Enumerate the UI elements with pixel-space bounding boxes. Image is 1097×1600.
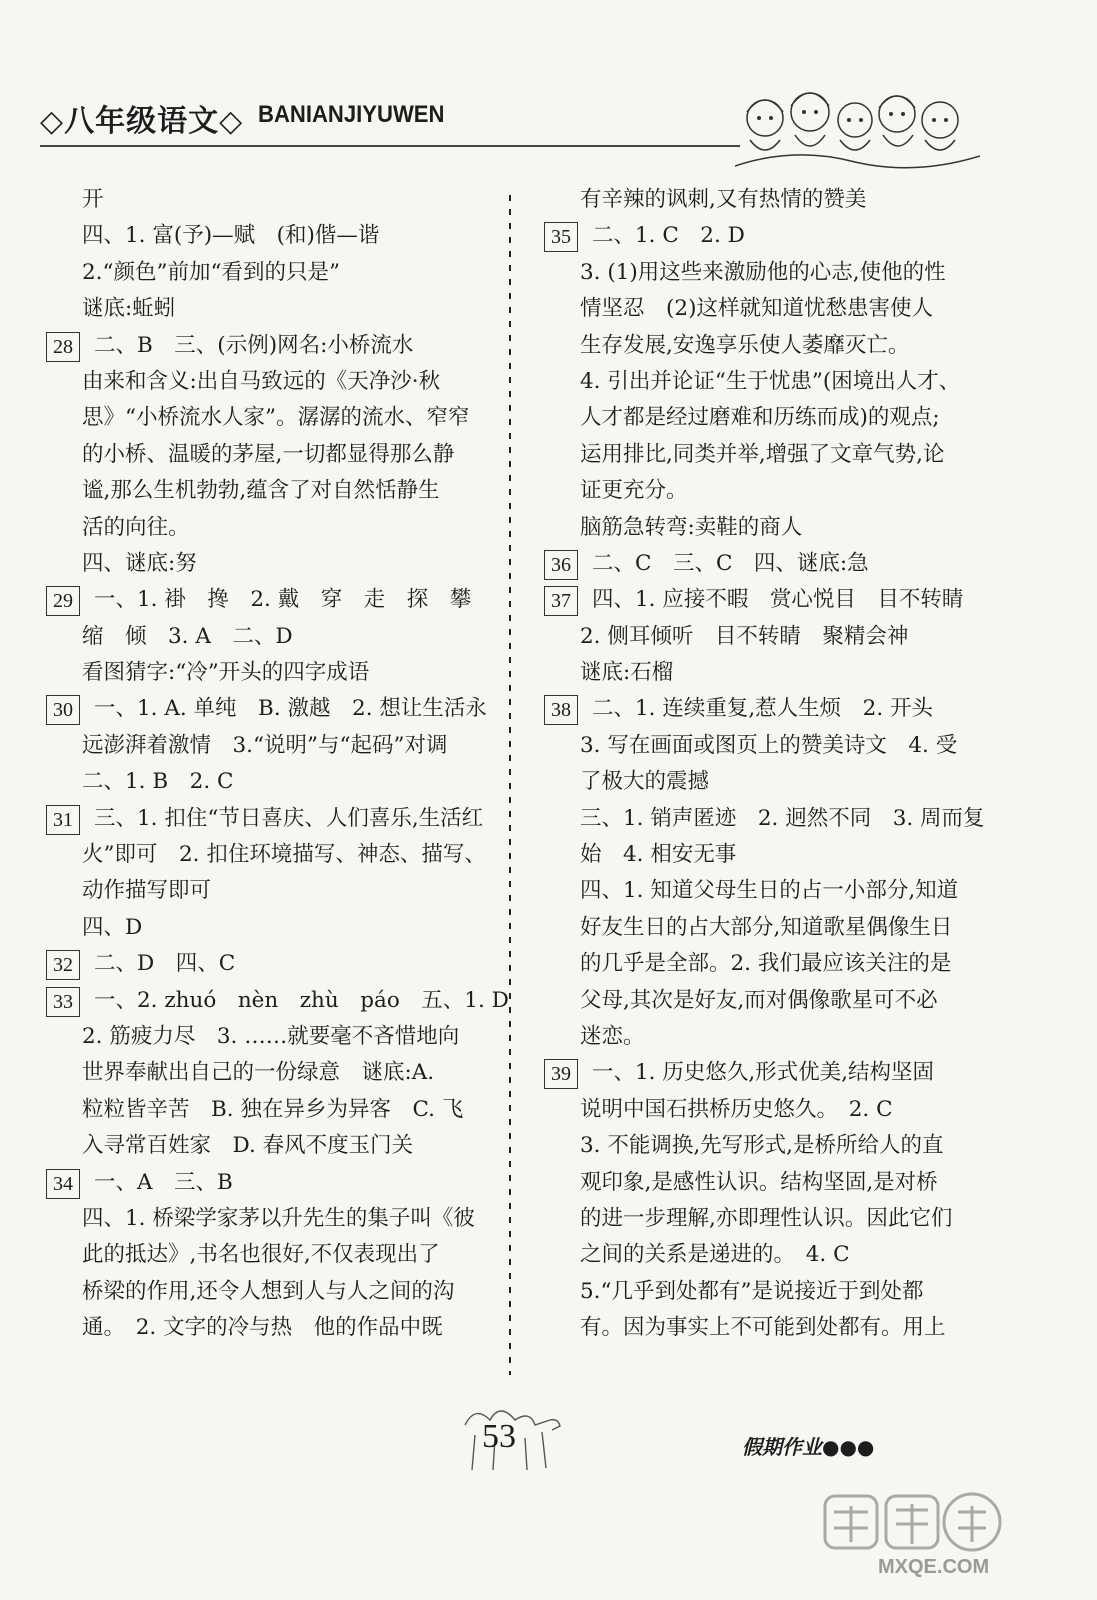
answer-line: [82, 510, 492, 546]
answer-line: [82, 1092, 492, 1128]
answer-text: 二、1. B 2. C: [82, 769, 234, 795]
page-number-box: 34: [46, 1169, 80, 1199]
answer-text: 谜底:石榴: [580, 660, 674, 686]
answer-line-numbered: [53, 801, 492, 837]
answer-line: [580, 1019, 990, 1055]
answer-line: [580, 473, 990, 509]
answer-text: 的几乎是全部。2. 我们最应该关注的是: [580, 951, 952, 977]
answer-text: 二、1. C 2. D: [592, 223, 745, 249]
answer-text: 一、A 三、B: [94, 1169, 233, 1195]
answer-line: [580, 1201, 990, 1237]
answer-text: 4. 引出并论证“生于忧患”(困境出人才、: [580, 368, 961, 394]
answer-line: [580, 1092, 990, 1128]
answer-line: [580, 1310, 990, 1346]
answer-text: 二、B 三、(示例)网名:小桥流水: [94, 332, 414, 358]
answer-line: [82, 619, 492, 655]
answer-line: [580, 764, 990, 800]
answer-text: 迷恋。: [580, 1023, 645, 1049]
page-number-box: 28: [46, 332, 80, 362]
answer-line-numbered: [53, 691, 492, 727]
answer-line: [82, 182, 492, 218]
answer-line: [580, 837, 990, 873]
answer-line: [580, 328, 990, 364]
answer-text: 四、谜底:努: [82, 550, 197, 576]
page-number-box: 33: [46, 987, 80, 1017]
answer-line-numbered: [53, 983, 509, 1019]
answer-line: [580, 1128, 990, 1164]
answer-text: 观印象,是感性认识。结构坚固,是对桥: [580, 1169, 938, 1195]
answer-line: [82, 546, 492, 582]
answer-line: [580, 255, 990, 291]
page-number-box: 31: [46, 805, 80, 835]
answer-text: 3. 不能调换,先写形式,是桥所给人的直: [580, 1133, 944, 1159]
answer-text: 了极大的震撼: [580, 769, 710, 795]
answer-line: [82, 1274, 492, 1310]
answer-line: [580, 291, 990, 327]
answer-line: [82, 437, 492, 473]
answer-line-numbered: [53, 1165, 492, 1201]
answer-line: [82, 364, 492, 400]
answer-text: 由来和含义:出自马致远的《天净沙·秋: [82, 368, 441, 394]
answer-line-numbered: [551, 546, 990, 582]
answer-line: [580, 946, 990, 982]
answer-text: 有。因为事实上不可能到处都有。用上: [580, 1315, 946, 1341]
page-number-box: 36: [544, 550, 578, 580]
answer-text: 四、1. 富(予)—赋 (和)偕—谐: [82, 223, 380, 249]
answer-line: [82, 873, 492, 909]
page-number-box: 32: [46, 950, 80, 980]
answer-line-numbered: [53, 946, 492, 982]
answer-line: [580, 400, 990, 436]
page-number-box: 30: [46, 695, 80, 725]
left-answer-column: [53, 182, 509, 1347]
answer-line-numbered: [551, 691, 990, 727]
answer-text: 的进一步理解,亦即理性认识。因此它们: [580, 1205, 953, 1231]
answer-text: 生存发展,安逸享乐使人萎靡灭亡。: [580, 332, 910, 358]
book-title: ◇八年级语文◇: [40, 104, 244, 139]
page-header: [0, 0, 1097, 170]
right-answer-column: [551, 182, 990, 1347]
answer-text: 一、1. 历史悠久,形式优美,结构坚固: [592, 1060, 935, 1086]
answer-text: 粒粒皆辛苦 B. 独在异乡为异客 C. 飞: [82, 1096, 464, 1122]
answer-text: 始 4. 相安无事: [580, 842, 737, 868]
answer-text: 二、D 四、C: [94, 951, 236, 977]
answer-text: 看图猜字:“冷”开头的四字成语: [82, 660, 370, 686]
answer-line: [82, 1310, 492, 1346]
answer-text: 5.“几乎到处都有”是说接近于到处都: [580, 1278, 924, 1304]
answer-text: 三、1. 扣住“节日喜庆、人们喜乐,生活红: [94, 805, 484, 831]
answer-text: 桥梁的作用,还令人想到人与人之间的沟: [82, 1278, 455, 1304]
answer-line: [82, 837, 492, 873]
answer-text: 说明中国石拱桥历史悠久。 2. C: [580, 1096, 893, 1122]
answer-line: [82, 255, 492, 291]
answer-line: [580, 1165, 990, 1201]
answer-text: 好友生日的占大部分,知道歌星偶像生日: [580, 914, 953, 940]
answer-line: [82, 1201, 492, 1237]
answer-text: 有辛辣的讽刺,又有热情的赞美: [580, 187, 867, 212]
answer-text: 四、1. 桥梁学家茅以升先生的集子叫《彼: [82, 1205, 475, 1231]
answer-line: [580, 182, 990, 218]
answer-line: [82, 473, 492, 509]
answer-line: [580, 801, 990, 837]
answer-line: [82, 1019, 492, 1055]
answer-text: 脑筋急转弯:卖鞋的商人: [580, 514, 803, 540]
answer-text: 活的向往。: [82, 514, 190, 540]
answer-text: 二、1. 连续重复,惹人生烦 2. 开头: [592, 696, 934, 722]
answer-line: [82, 655, 492, 691]
answer-text: 3. (1)用这些来激励他的心志,使他的性: [580, 259, 946, 285]
answer-text: 谧,那么生机勃勃,蕴含了对自然恬静生: [82, 478, 440, 504]
answer-text: 运用排比,同类并举,增强了文章气势,论: [580, 441, 945, 467]
answer-line: [82, 728, 492, 764]
answer-line: [82, 218, 492, 254]
answer-text: 证更充分。: [580, 478, 688, 504]
page-number-box: 39: [544, 1059, 578, 1089]
answer-text: 四、1. 应接不暇 赏心悦目 目不转睛: [592, 587, 964, 613]
answer-line: [580, 510, 990, 546]
answer-line: [580, 437, 990, 473]
answer-line: [580, 619, 990, 655]
answer-text: 2. 筋疲力尽 3. ……就要毫不吝惜地向: [82, 1023, 460, 1049]
answer-line: [580, 910, 990, 946]
answer-text: 火”即可 2. 扣住环境描写、神态、描写、: [82, 842, 486, 868]
page-number-box: 29: [46, 586, 80, 616]
answer-line: [82, 910, 492, 946]
answer-text: 三、1. 销声匿迹 2. 迥然不同 3. 周而复: [580, 805, 985, 831]
answer-line: [82, 291, 492, 327]
answer-text: 2.“颜色”前加“看到的只是”: [82, 259, 340, 285]
answer-text: 父母,其次是好友,而对偶像歌星可不必: [580, 987, 938, 1013]
book-subtitle: BANIANJIYUWEN: [258, 101, 445, 128]
answer-line: [580, 728, 990, 764]
answer-text: 的小桥、温暖的茅屋,一切都显得那么静: [82, 441, 455, 467]
answer-text: 远澎湃着激情 3.“说明”与“起码”对调: [82, 732, 448, 758]
header-rule: [40, 145, 740, 147]
answer-line: [580, 655, 990, 691]
answer-text: 谜底:蚯蚓: [82, 296, 176, 322]
answer-line: [580, 1274, 990, 1310]
page-number-box: 38: [544, 695, 578, 725]
answer-text: 一、1. A. 单纯 B. 激越 2. 想让生活永: [94, 696, 487, 722]
answer-text: 世界奉献出自己的一份绿意 谜底:A.: [82, 1060, 435, 1086]
answer-text: 人才都是经过磨难和历练而成)的观点;: [580, 405, 940, 431]
answer-line-numbered: [551, 1055, 990, 1091]
answer-line: [82, 400, 492, 436]
answer-line: [580, 364, 990, 400]
answer-text: 此的抵达》,书名也很好,不仅表现出了: [82, 1242, 440, 1268]
answer-text: 二、C 三、C 四、谜底:急: [592, 550, 869, 576]
page-number: 53: [482, 1418, 516, 1455]
watermark-url: MXQE.COM: [878, 1556, 990, 1578]
answer-text: 3. 写在画面或图页上的赞美诗文 4. 受: [580, 732, 958, 758]
answer-text: 一、1. 褂 搀 2. 戴 穿 走 探 攀: [94, 587, 472, 613]
answer-line: [82, 1055, 492, 1091]
answer-line-numbered: [551, 582, 990, 618]
answer-line: [82, 1128, 492, 1164]
answer-text: 入寻常百姓家 D. 春风不度玉门关: [82, 1133, 414, 1159]
answer-text: 开: [82, 187, 104, 212]
answer-text: 思》“小桥流水人家”。潺潺的流水、窄窄: [82, 405, 470, 431]
answer-line: [82, 1237, 492, 1273]
answer-text: 情坚忍 (2)这样就知道忧愁患害使人: [580, 296, 933, 322]
answer-text: 动作描写即可: [82, 878, 212, 904]
answer-text: 一、2. zhuó nèn zhù páo 五、1. D: [94, 987, 509, 1013]
answer-text: 四、1. 知道父母生日的占一小部分,知道: [580, 878, 959, 904]
page-number-box: 35: [544, 222, 578, 252]
answer-text: 通。 2. 文字的冷与热 他的作品中既: [82, 1315, 443, 1341]
answer-line: [580, 1237, 990, 1273]
cartoon-children-illustration: [735, 80, 980, 175]
answer-text: 2. 侧耳倾听 目不转睛 聚精会神: [580, 623, 909, 649]
answer-line-numbered: [551, 218, 990, 254]
page-number-box: 37: [544, 586, 578, 616]
answer-text: 缩 倾 3. A 二、D: [82, 623, 293, 649]
answer-text: 四、D: [82, 914, 143, 940]
column-divider: [508, 195, 512, 1375]
series-label: 假期作业●●●: [742, 1435, 875, 1459]
answer-line-numbered: [53, 582, 492, 618]
answer-line: [82, 764, 492, 800]
answer-text: 之间的关系是递进的。 4. C: [580, 1242, 850, 1268]
answer-line: [580, 983, 990, 1019]
answer-line: [580, 873, 990, 909]
answer-line-numbered: [53, 328, 492, 364]
